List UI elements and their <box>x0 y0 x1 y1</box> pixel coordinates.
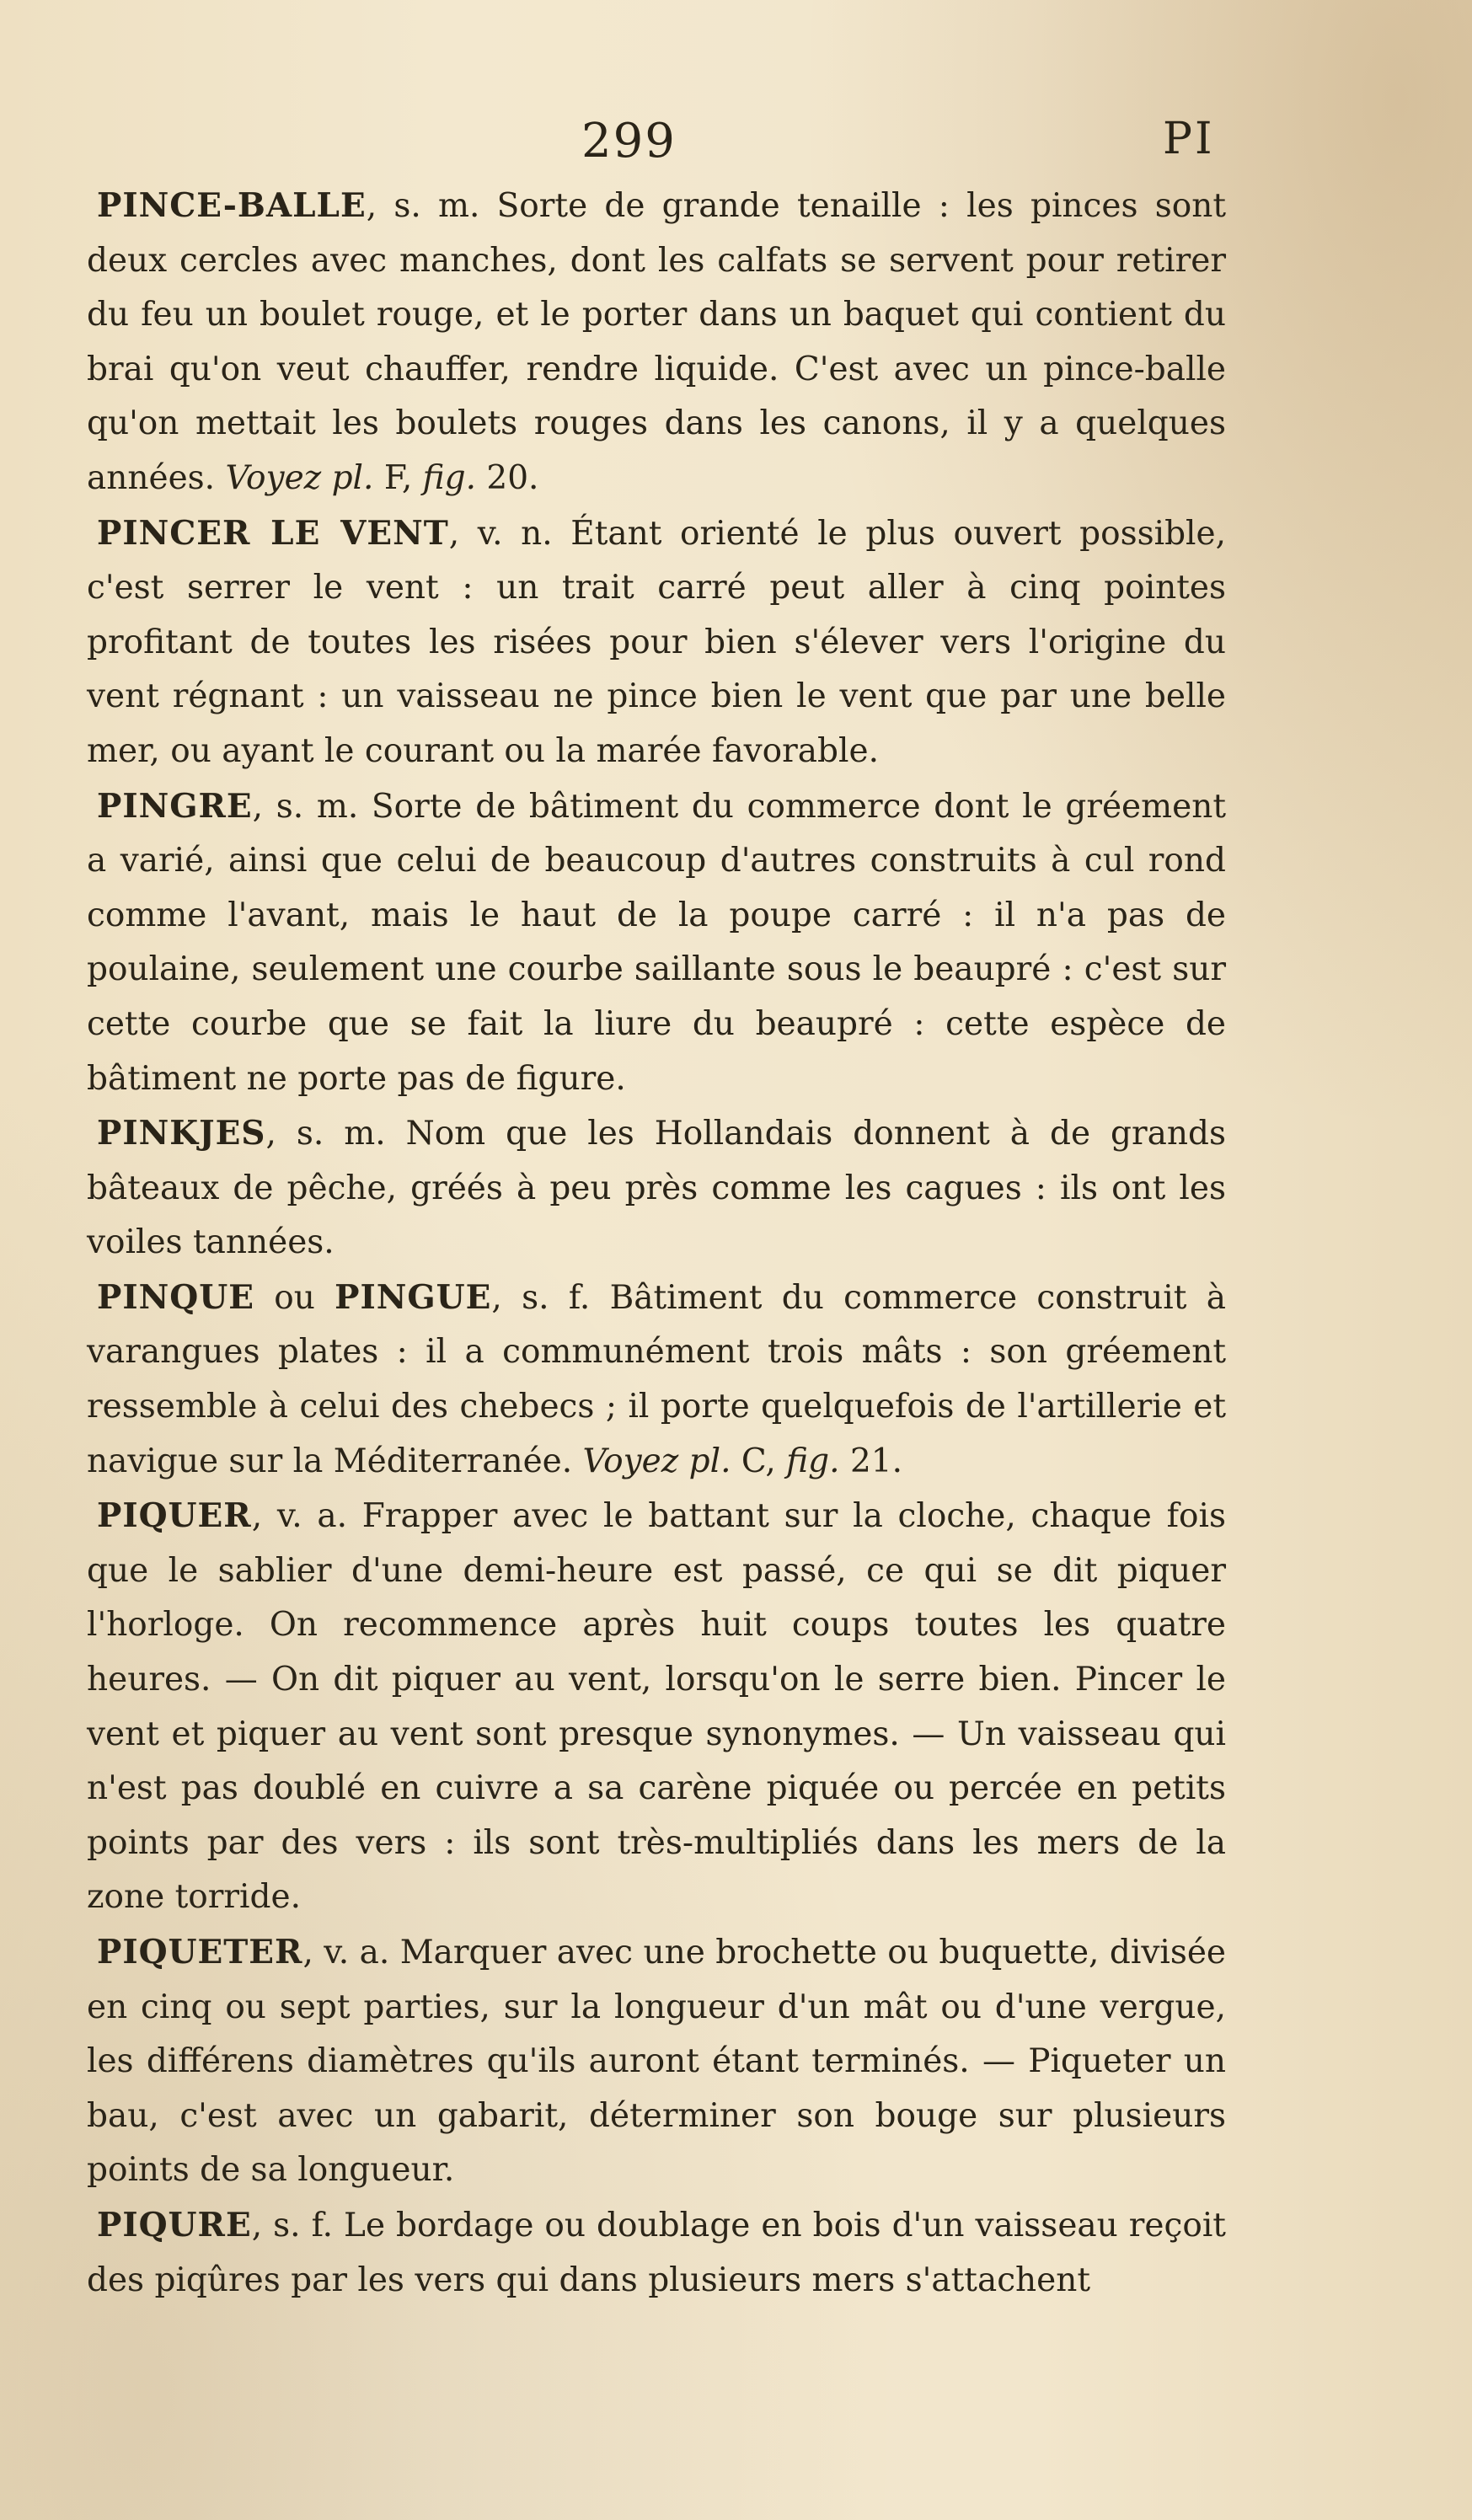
headword: PINQUE <box>97 1277 254 1317</box>
grammar-label: , s. m. <box>265 1115 406 1153</box>
plate-reference-letter: C, <box>731 1442 787 1480</box>
headword: PINCER LE VENT <box>97 513 449 553</box>
definition: Sorte de grande tenaille : les pinces sont deux cercles avec manches, dont les calfats se servent pour retirer du feu un boulet rouge, et le porter dans un baquet qui contient du brai qu'on veut chauffer, rendre liquide. C'est avec un pince-balle qu'on mettait les boulets rouges dans les canons, il y a quelques années. <box>87 187 1226 497</box>
entry-piqure <box>87 2198 1226 2308</box>
running-head <box>0 114 1472 181</box>
grammar-label: , v. a. <box>302 1934 400 1972</box>
entry-pincer-le-vent <box>87 506 1226 779</box>
headword: PINCE-BALLE <box>97 186 367 225</box>
entry-pinkjes <box>87 1106 1226 1271</box>
entry-pinque <box>87 1271 1226 1489</box>
plate-reference-letter: F, <box>373 458 423 497</box>
grammar-label: , s. m. <box>252 787 372 826</box>
grammar-label: , v. a. <box>251 1497 362 1536</box>
entry-piqueter <box>87 1925 1226 2198</box>
definition: Frapper avec le battant sur la cloche, chaque fois que le sablier d'une demi-heure est passé, ce qui se dit piquer l'horloge. On recommence après huit coups toutes les quatre heures. — On dit piquer au vent, lorsqu'on le serre bien. Pincer le vent et piquer au vent sont presque synonymes. — Un vaisseau qui n'est pas doublé en cuivre a sa carène piquée ou percée en petits points par des vers : ils sont très-multipliés dans les mers de la zone torride. <box>87 1497 1227 1917</box>
figure-reference-number: 21. <box>839 1442 902 1480</box>
headword: PINKJES <box>97 1114 266 1153</box>
page-number: 299 <box>581 114 677 169</box>
grammar-label: , s. f. <box>251 2206 345 2244</box>
headword: PINGRE <box>97 786 253 826</box>
plate-reference-voyez: Voyez pl. <box>582 1442 731 1480</box>
headword-alternate: PINGUE <box>335 1277 492 1317</box>
definition: Nom que les Hollandais donnent à de grands bâteaux de pêche, gréés à peu près comme les cagues : ils ont les voiles tannées. <box>87 1115 1226 1262</box>
entry-pince-balle <box>87 179 1226 506</box>
definition: Étant orienté le plus ouvert possible, c'est serrer le vent : un trait carré peut aller à cinq pointes profitant de toutes les risées pour bien s'élever vers l'origine du vent régnant : un vaisseau ne pince bien le vent que par une belle mer, ou ayant le courant ou la marée favorable. <box>87 514 1227 770</box>
figure-reference-label: fig. <box>786 1442 840 1480</box>
definition: Sorte de bâtiment du commerce dont le gréement a varié, ainsi que celui de beaucoup d'autres construits à cul rond comme l'avant, mais le haut de la poupe carré : il n'a pas de poulaine, seulement une courbe saillante sous le beaupré : c'est sur cette courbe que se fait la liure du beaupré : cette espèce de bâtiment ne porte pas de figure. <box>87 787 1226 1098</box>
headword: PIQURE <box>97 2205 252 2244</box>
headword: PIQUER <box>97 1496 252 1536</box>
section-letters: PI <box>1163 114 1215 164</box>
definition: Marquer avec une brochette ou buquette, divisée en cinq ou sept parties, sur la longueur d'un mât ou d'une vergue, les différens diamètres qu'ils auront étant terminés. — Piqueter un bau, c'est avec un gabarit, déterminer son bouge sur plusieurs points de sa longueur. <box>87 1934 1227 2190</box>
figure-reference-label: fig. <box>422 458 476 497</box>
headword: PIQUETER <box>97 1933 303 1972</box>
definition: Bâtiment du commerce construit à varangues plates : il a communément trois mâts : son gréement ressemble à celui des chebecs ; il porte quelquefois de l'artillerie et navigue sur la Méditerranée. <box>87 1278 1226 1480</box>
dictionary-column <box>87 179 1226 2308</box>
plate-reference-voyez: Voyez pl. <box>225 458 374 497</box>
figure-reference-number: 20. <box>476 458 539 497</box>
entry-pingre <box>87 779 1226 1107</box>
grammar-label: , v. n. <box>448 514 571 553</box>
grammar-label: , s. f. <box>491 1278 610 1317</box>
headword-join: ou <box>254 1278 335 1317</box>
entry-piquer <box>87 1489 1226 1925</box>
grammar-label: , s. m. <box>366 187 497 225</box>
definition: Le bordage ou doublage en bois d'un vaisseau reçoit des piqûres par les vers qui dans plusieurs mers s'attachent <box>87 2206 1226 2299</box>
